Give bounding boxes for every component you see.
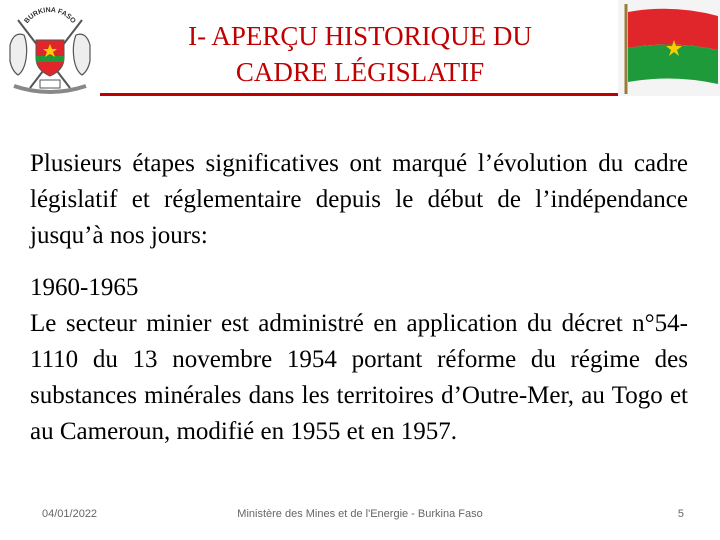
title-line-2: CADRE LÉGISLATIF	[235, 57, 485, 87]
title-divider	[100, 93, 620, 96]
burkina-faso-flag-icon	[618, 0, 720, 96]
intro-paragraph: Plusieurs étapes significatives ont marqué l’évolution du cadre législatif et réglementaire depuis le début de l’indépendance jusqu’à nos jours:	[30, 150, 688, 249]
period-paragraph	[30, 270, 688, 450]
period-heading: 1960-1965	[30, 274, 139, 301]
footer-organization: Ministère des Mines et de l'Energie - Burkina Faso	[237, 508, 483, 520]
period-text: Le secteur minier est administré en application du décret n°54-1110 du 13 novembre 1954 portant réforme du régime des substances minérales dans les territoires d’Outre-Mer, au Togo et au Cameroun, modifié en 1955 et en 1957.	[30, 310, 688, 445]
title-line-1: I- APERÇU HISTORIQUE DU	[188, 21, 532, 51]
slide-body	[30, 146, 688, 466]
svg-text:BURKINA FASO	[23, 7, 77, 25]
emblem-country-text: BURKINA FASO	[23, 6, 77, 25]
footer-page-number: 5	[677, 508, 684, 520]
footer-date: 04/01/2022	[42, 508, 98, 520]
slide-title	[100, 18, 620, 90]
coat-of-arms-icon	[0, 0, 100, 100]
